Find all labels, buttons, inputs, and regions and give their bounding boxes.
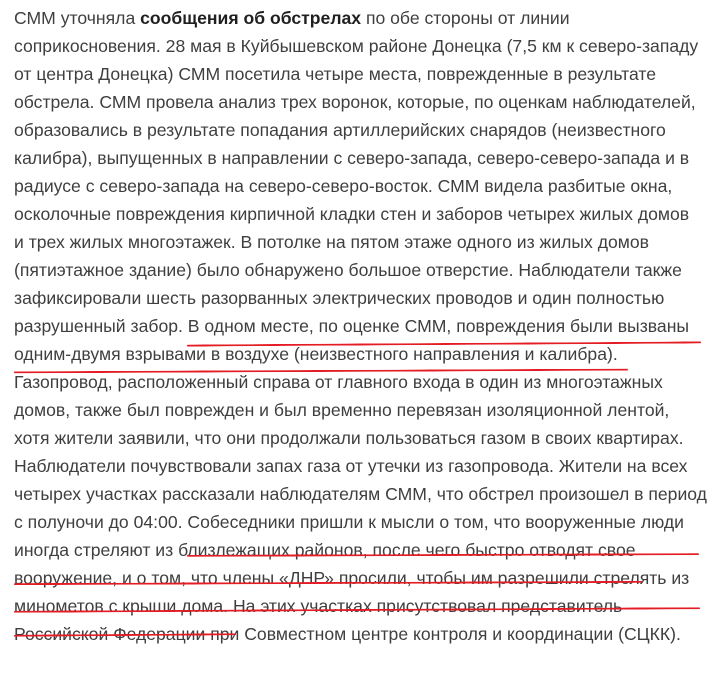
text-line: калибра), выпущенных в направлении с северо-запада, северо-северо-запада и в <box>14 148 690 168</box>
text-line: от центра Донецка) СММ посетила четыре места, поврежденные в результате <box>14 64 657 84</box>
text-line: радиусе с северо-запада на северо-северо-восток. СММ видела разбитые окна, <box>14 176 673 196</box>
text-line: образовались в результате попадания артиллерийских снарядов (неизвестного <box>14 120 666 140</box>
text-line: соприкосновения. 28 мая в Куйбышевском районе Донецка (7,5 км к северо-западу <box>14 36 699 56</box>
text-line: хотя жители заявили, что они продолжали пользоваться газом в своих квартирах. <box>14 428 684 448</box>
text-line: иногда стреляют из близлежащих районов, после чего быстро отводят свое <box>14 540 636 560</box>
text-line: обстрела. СММ провела анализ трех воронок, которые, по оценкам наблюдателей, <box>14 92 696 112</box>
text-line: четырех участках рассказали наблюдателям СММ, что обстрел произошел в период <box>14 484 707 504</box>
bold-phrase: сообщения об обстрелах <box>140 8 362 28</box>
text-line: осколочные повреждения кирпичной кладки стен и заборов четырех жилых домов <box>14 204 690 224</box>
text-line: Наблюдатели почувствовали запах газа от утечки из газопровода. Жители на всех <box>14 456 688 476</box>
text-line: вооружение, и о том, что члены «ДНР» просили, чтобы им разрешили стрелять из <box>14 568 690 588</box>
text-line: минометов с крыши дома. На этих участках присутствовал представитель <box>14 596 623 616</box>
text-line: домов, также был поврежден и был временно перевязан изоляционной лентой, <box>14 400 670 420</box>
text-line: (пятиэтажное здание) было обнаружено большое отверстие. Наблюдатели также <box>14 260 682 280</box>
text-line: зафиксировали шесть разорванных электрических проводов и один полностью <box>14 288 665 308</box>
text-line: и трех жилых многоэтажек. В потолке на пятом этаже одного из жилых домов <box>14 232 650 252</box>
text-line: СММ уточняла сообщения об обстрелах по обе стороны от линии <box>14 8 570 28</box>
text-line: одним-двумя взрывами в воздухе (неизвестного направления и калибра). <box>14 344 618 364</box>
text-line: Газопровод, расположенный справа от главного входа в один из многоэтажных <box>14 372 663 392</box>
text-line: с полуночи до 04:00. Собеседники пришли к мысли о том, что вооруженные люди <box>14 512 684 532</box>
text-line: Российской Федерации при Совместном центре контроля и координации (СЦКК). <box>14 624 681 644</box>
text-line: разрушенный забор. В одном месте, по оценке СММ, повреждения были вызваны <box>14 316 690 336</box>
